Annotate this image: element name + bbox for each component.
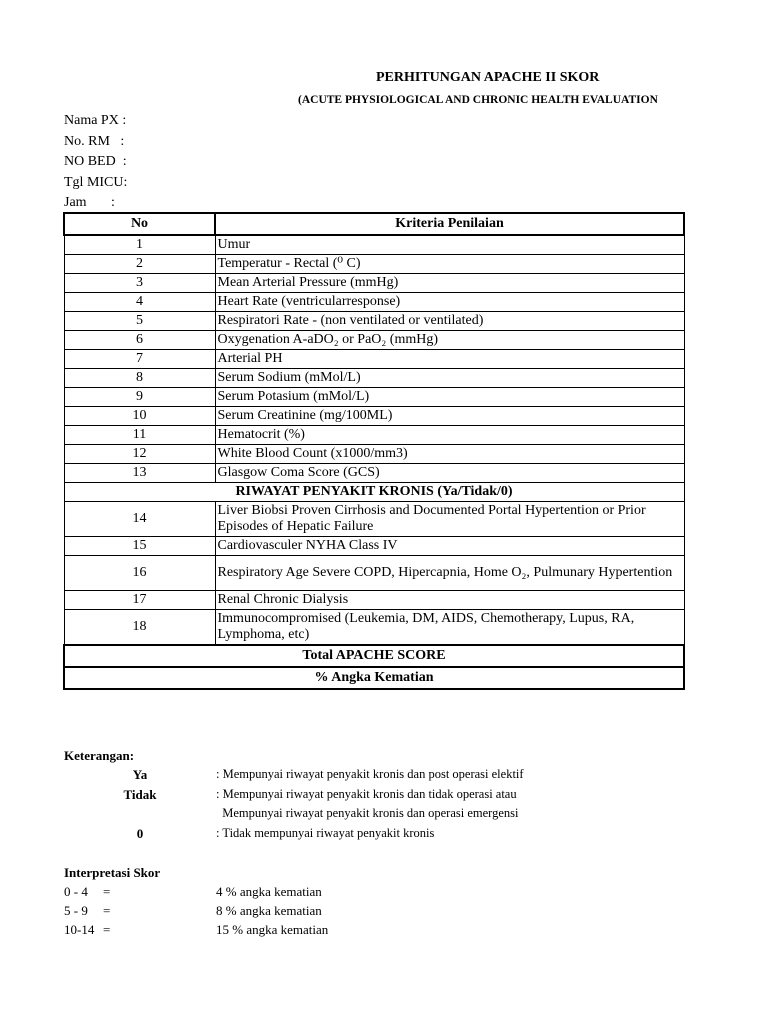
total-score-label: Total APACHE SCORE: [64, 645, 684, 667]
table-row: [64, 502, 684, 537]
criteria-table: [63, 212, 685, 690]
mortality-label: % Angka Kematian: [64, 667, 684, 689]
table-row: [64, 445, 684, 464]
table-row: [64, 331, 684, 350]
table-row: [64, 312, 684, 331]
patient-info: [64, 111, 127, 214]
document-title: PERHITUNGAN APACHE II SKOR: [376, 70, 600, 85]
bed-number-field: NO BED :: [64, 154, 127, 169]
document-subtitle: (ACUTE PHYSIOLOGICAL AND CHRONIC HEALTH EVALUATION: [298, 94, 658, 106]
total-score-row: [64, 645, 684, 667]
patient-name-field: Nama PX :: [64, 113, 127, 128]
row-number: 4: [64, 293, 215, 312]
keterangan-title: Keterangan:: [64, 748, 135, 763]
row-number: 17: [64, 591, 215, 610]
table-row: [64, 610, 684, 646]
table-row: [64, 274, 684, 293]
row-number: 3: [64, 274, 215, 293]
table-row: [64, 464, 684, 483]
row-number: 14: [64, 502, 215, 537]
row-criteria: Respiratory Age Severe COPD, Hipercapnia, Home O₂, Pulmunary Hypertention: [215, 556, 684, 591]
score-equals: =: [103, 922, 111, 937]
row-number: 2: [64, 255, 215, 274]
table-row: [64, 388, 684, 407]
table-row: [64, 426, 684, 445]
time-field: Jam :: [64, 195, 115, 210]
column-header-criteria: Kriteria Penilaian: [215, 213, 684, 235]
score-equals: =: [103, 884, 111, 899]
row-criteria: Cardiovasculer NYHA Class IV: [215, 537, 684, 556]
interpretasi-title: Interpretasi Skor: [64, 865, 161, 880]
legend-desc-tidak-line2: Mempunyai riwayat penyakit kronis dan operasi emergensi: [216, 806, 519, 820]
table-row: [64, 350, 684, 369]
row-criteria: Serum Sodium (mMol/L): [215, 369, 684, 388]
chronic-section-label: RIWAYAT PENYAKIT KRONIS (Ya/Tidak/0): [64, 483, 684, 502]
score-range: 0 - 4: [64, 884, 88, 899]
table-row: [64, 293, 684, 312]
legend-key-zero: 0: [136, 826, 144, 841]
row-number: 15: [64, 537, 215, 556]
mortality-row: [64, 667, 684, 689]
row-number: 7: [64, 350, 215, 369]
micu-date-field: Tgl MICU:: [64, 174, 128, 190]
row-number: 13: [64, 464, 215, 483]
row-criteria: Glasgow Coma Score (GCS): [215, 464, 684, 483]
row-criteria: Umur: [215, 235, 684, 255]
table-row: [64, 235, 684, 255]
row-criteria: Oxygenation A-aDO₂ or PaO₂ (mmHg): [215, 331, 684, 350]
legend-key-ya: Ya: [132, 767, 148, 782]
row-criteria: Mean Arterial Pressure (mmHg): [215, 274, 684, 293]
row-number: 8: [64, 369, 215, 388]
row-number: 16: [64, 556, 215, 591]
row-criteria: Serum Potasium (mMol/L): [215, 388, 684, 407]
row-criteria: White Blood Count (x1000/mm3): [215, 445, 684, 464]
column-header-no: No: [64, 213, 215, 235]
medical-record-field: No. RM :: [64, 133, 125, 149]
row-number: 11: [64, 426, 215, 445]
legend-key-tidak: Tidak: [123, 787, 157, 802]
score-mortality: 15 % angka kematian: [216, 922, 329, 937]
row-number: 5: [64, 312, 215, 331]
row-criteria: Arterial PH: [215, 350, 684, 369]
table-row: [64, 255, 684, 274]
score-range: 10-14: [64, 922, 95, 937]
row-criteria: Temperatur - Rectal (⁰ C): [215, 255, 684, 274]
row-criteria: Respiratori Rate - (non ventilated or ventilated): [215, 312, 684, 331]
legend-desc-ya: : Mempunyai riwayat penyakit kronis dan post operasi elektif: [216, 767, 524, 781]
row-criteria: Heart Rate (ventricularresponse): [215, 293, 684, 312]
row-criteria: Immunocompromised (Leukemia, DM, AIDS, Chemotherapy, Lupus, RA, Lymphoma, etc): [215, 610, 684, 646]
table-row: [64, 591, 684, 610]
score-equals: =: [103, 903, 111, 918]
row-criteria: Liver Biobsi Proven Cirrhosis and Documented Portal Hypertention or Prior Episodes of Hepatic Failure: [215, 502, 684, 537]
score-mortality: 4 % angka kematian: [216, 884, 322, 899]
table-row: [64, 556, 684, 591]
legend-desc-zero: : Tidak mempunyai riwayat penyakit kronis: [216, 826, 435, 840]
table-header-row: [64, 213, 684, 235]
row-number: 18: [64, 610, 215, 646]
row-criteria: Hematocrit (%): [215, 426, 684, 445]
row-number: 6: [64, 331, 215, 350]
row-number: 10: [64, 407, 215, 426]
chronic-section-row: [64, 483, 684, 502]
row-criteria: Renal Chronic Dialysis: [215, 591, 684, 610]
table-row: [64, 407, 684, 426]
row-number: 12: [64, 445, 215, 464]
row-criteria: Serum Creatinine (mg/100ML): [215, 407, 684, 426]
score-mortality: 8 % angka kematian: [216, 903, 322, 918]
table-row: [64, 537, 684, 556]
table-row: [64, 369, 684, 388]
legend-desc-tidak-line1: : Mempunyai riwayat penyakit kronis dan tidak operasi atau: [216, 787, 517, 801]
score-range: 5 - 9: [64, 903, 88, 918]
row-number: 1: [64, 235, 215, 255]
row-number: 9: [64, 388, 215, 407]
